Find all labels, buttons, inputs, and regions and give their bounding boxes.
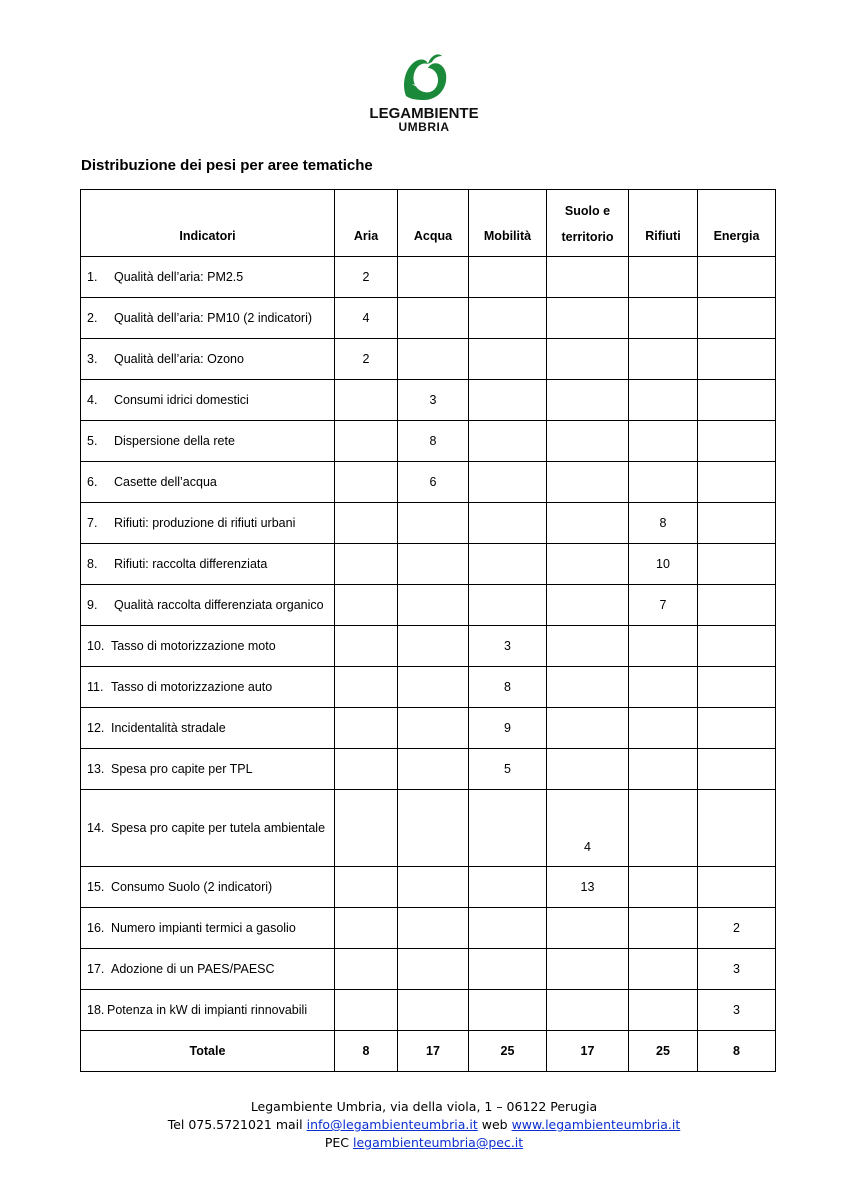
indicator-number: 10. [87, 639, 105, 653]
table-row [81, 503, 776, 544]
weight-rifiuti [629, 380, 698, 421]
header-indicatori: Indicatori [81, 190, 335, 257]
weight-suolo [547, 626, 629, 667]
indicator-number: 5. [87, 434, 98, 448]
indicator-number: 1. [87, 270, 98, 284]
weight-suolo [547, 908, 629, 949]
weight-suolo [547, 990, 629, 1031]
indicator-label [81, 380, 335, 421]
footer-mail-link[interactable]: info@legambienteumbria.it [306, 1117, 478, 1132]
indicator-text: Consumo Suolo (2 indicatori) [111, 880, 273, 894]
indicator-label [81, 749, 335, 790]
header-suolo [547, 190, 629, 257]
weight-aria [335, 380, 398, 421]
weight-mobilita [469, 462, 547, 503]
weight-mobilita [469, 339, 547, 380]
weight-suolo [547, 749, 629, 790]
indicator-number: 13. [87, 762, 105, 776]
table-row [81, 421, 776, 462]
indicator-label [81, 544, 335, 585]
weight-acqua [398, 626, 469, 667]
weight-energia [698, 585, 776, 626]
weight-suolo [547, 339, 629, 380]
weight-suolo [547, 421, 629, 462]
indicator-text: Tasso di motorizzazione moto [111, 639, 276, 653]
weight-energia [698, 749, 776, 790]
weight-acqua: 3 [398, 380, 469, 421]
table-row [81, 867, 776, 908]
indicator-number: 14. [87, 821, 105, 835]
indicator-text: Tasso di motorizzazione auto [111, 680, 273, 694]
weight-acqua [398, 503, 469, 544]
weight-rifiuti [629, 421, 698, 462]
weight-suolo: 13 [547, 867, 629, 908]
weight-suolo [547, 462, 629, 503]
indicator-label [81, 421, 335, 462]
indicator-number: 18. [87, 1003, 105, 1017]
header-aria: Aria [335, 190, 398, 257]
weight-suolo [547, 257, 629, 298]
weight-energia [698, 544, 776, 585]
weight-acqua [398, 990, 469, 1031]
indicator-number: 4. [87, 393, 98, 407]
weight-aria [335, 544, 398, 585]
weight-mobilita: 8 [469, 667, 547, 708]
weight-suolo: 4 [547, 790, 629, 867]
total-suolo: 17 [547, 1031, 629, 1072]
table-row [81, 298, 776, 339]
weight-energia [698, 867, 776, 908]
weight-rifiuti: 10 [629, 544, 698, 585]
weight-mobilita [469, 257, 547, 298]
weight-rifiuti [629, 667, 698, 708]
weight-suolo [547, 585, 629, 626]
weight-aria [335, 503, 398, 544]
weight-energia [698, 380, 776, 421]
weight-rifiuti [629, 908, 698, 949]
indicator-number: 12. [87, 721, 105, 735]
header-rifiuti: Rifiuti [629, 190, 698, 257]
total-rifiuti: 25 [629, 1031, 698, 1072]
weight-rifiuti: 7 [629, 585, 698, 626]
footer-pec-prefix: PEC [324, 1135, 349, 1150]
indicator-label [81, 257, 335, 298]
weight-acqua [398, 544, 469, 585]
weight-energia [698, 339, 776, 380]
indicator-number: 6. [87, 475, 98, 489]
weight-mobilita: 9 [469, 708, 547, 749]
footer-address: Legambiente Umbria, via della viola, 1 – 06122 Perugia [250, 1099, 598, 1114]
logo-region: UMBRIA [398, 120, 450, 134]
weight-rifiuti [629, 949, 698, 990]
weight-acqua [398, 790, 469, 867]
weight-mobilita [469, 908, 547, 949]
header-mobilita: Mobilità [469, 190, 547, 257]
indicator-text: Adozione di un PAES/PAESC [111, 962, 275, 976]
table-row [81, 749, 776, 790]
indicator-label [81, 626, 335, 667]
indicator-number: 7. [87, 516, 98, 530]
footer-contacts [0, 1116, 848, 1134]
weight-rifiuti [629, 790, 698, 867]
total-mobilita: 25 [469, 1031, 547, 1072]
weight-suolo [547, 667, 629, 708]
weight-acqua [398, 667, 469, 708]
weight-mobilita [469, 503, 547, 544]
indicator-label [81, 867, 335, 908]
weight-mobilita: 5 [469, 749, 547, 790]
weight-aria [335, 626, 398, 667]
footer-pec-link[interactable]: legambienteumbria@pec.it [352, 1135, 524, 1150]
indicator-label [81, 462, 335, 503]
weight-acqua [398, 949, 469, 990]
indicator-label [81, 708, 335, 749]
indicator-text: Incidentalità stradale [111, 721, 226, 735]
weight-energia: 2 [698, 908, 776, 949]
weight-energia [698, 708, 776, 749]
indicator-text: Qualità dell’aria: Ozono [114, 352, 244, 366]
table-row [81, 339, 776, 380]
weight-mobilita [469, 380, 547, 421]
indicator-label [81, 949, 335, 990]
indicator-text: Spesa pro capite per TPL [111, 762, 253, 776]
weight-mobilita [469, 949, 547, 990]
total-aria: 8 [335, 1031, 398, 1072]
weight-aria [335, 949, 398, 990]
indicator-label [81, 667, 335, 708]
indicator-number: 11. [87, 680, 104, 694]
weight-aria [335, 990, 398, 1031]
table-row [81, 544, 776, 585]
weight-suolo [547, 503, 629, 544]
weight-aria [335, 708, 398, 749]
indicator-text: Rifiuti: raccolta differenziata [114, 557, 268, 571]
indicator-text: Qualità raccolta differenziata organico [114, 598, 324, 612]
indicator-label [81, 503, 335, 544]
footer [0, 1098, 848, 1152]
indicator-label [81, 298, 335, 339]
header-suolo-line1: Suolo e [564, 204, 611, 218]
weight-suolo [547, 380, 629, 421]
weight-energia [698, 257, 776, 298]
table-row [81, 380, 776, 421]
header-suolo-line2: territorio [561, 230, 614, 244]
table-row [81, 626, 776, 667]
indicator-text: Numero impianti termici a gasolio [111, 921, 296, 935]
table-row [81, 908, 776, 949]
table-row [81, 708, 776, 749]
weight-suolo [547, 708, 629, 749]
indicator-number: 2. [87, 311, 98, 325]
weight-suolo [547, 949, 629, 990]
weight-mobilita [469, 298, 547, 339]
table-row [81, 990, 776, 1031]
weight-aria [335, 421, 398, 462]
total-acqua: 17 [398, 1031, 469, 1072]
footer-tel: Tel 075.5721021 mail [167, 1117, 303, 1132]
footer-pec [0, 1134, 848, 1152]
table-row [81, 667, 776, 708]
table-row [81, 585, 776, 626]
weight-acqua [398, 298, 469, 339]
weight-aria [335, 462, 398, 503]
weight-aria: 4 [335, 298, 398, 339]
weight-rifiuti [629, 257, 698, 298]
weight-acqua [398, 908, 469, 949]
indicator-number: 16. [87, 921, 105, 935]
weight-acqua [398, 585, 469, 626]
weight-aria: 2 [335, 257, 398, 298]
weight-rifiuti [629, 626, 698, 667]
indicator-text: Consumi idrici domestici [114, 393, 249, 407]
indicator-label [81, 990, 335, 1031]
weight-acqua [398, 749, 469, 790]
indicator-label [81, 790, 335, 867]
footer-web-link[interactable]: www.legambienteumbria.it [511, 1117, 681, 1132]
weight-energia: 3 [698, 949, 776, 990]
weight-acqua [398, 867, 469, 908]
weight-energia [698, 626, 776, 667]
weight-rifiuti [629, 708, 698, 749]
indicator-number: 8. [87, 557, 98, 571]
total-energia: 8 [698, 1031, 776, 1072]
weight-mobilita: 3 [469, 626, 547, 667]
weight-acqua [398, 708, 469, 749]
indicator-number: 15. [87, 880, 105, 894]
weight-mobilita [469, 585, 547, 626]
weight-energia [698, 421, 776, 462]
weight-acqua: 8 [398, 421, 469, 462]
weight-aria [335, 585, 398, 626]
weight-aria [335, 867, 398, 908]
weight-aria: 2 [335, 339, 398, 380]
indicator-text: Potenza in kW di impianti rinnovabili [107, 1003, 308, 1017]
table-header-row [81, 190, 776, 257]
weight-rifiuti [629, 462, 698, 503]
indicator-text: Dispersione della rete [114, 434, 235, 448]
weight-aria [335, 667, 398, 708]
table-row [81, 949, 776, 990]
weight-mobilita [469, 544, 547, 585]
weight-aria [335, 749, 398, 790]
weight-acqua [398, 339, 469, 380]
header-acqua: Acqua [398, 190, 469, 257]
weight-energia [698, 667, 776, 708]
total-row [81, 1031, 776, 1072]
header-energia: Energia [698, 190, 776, 257]
total-label: Totale [81, 1031, 335, 1072]
weight-mobilita [469, 421, 547, 462]
table-row [81, 462, 776, 503]
weight-energia [698, 298, 776, 339]
weight-energia [698, 503, 776, 544]
indicator-number: 17. [87, 962, 105, 976]
swan-logo-icon [398, 50, 450, 104]
weight-rifiuti: 8 [629, 503, 698, 544]
weight-aria [335, 790, 398, 867]
indicator-label [81, 339, 335, 380]
weight-energia [698, 790, 776, 867]
logo-name: LEGAMBIENTE [369, 105, 479, 122]
weight-mobilita [469, 790, 547, 867]
weights-table [80, 189, 776, 1072]
indicator-label [81, 585, 335, 626]
footer-web-prefix: web [481, 1117, 508, 1132]
weight-suolo [547, 298, 629, 339]
weight-energia [698, 462, 776, 503]
weight-rifiuti [629, 339, 698, 380]
weight-acqua [398, 257, 469, 298]
table-row [81, 790, 776, 867]
weight-rifiuti [629, 749, 698, 790]
legambiente-logo [362, 50, 486, 134]
indicator-text: Casette dell’acqua [114, 475, 217, 489]
weight-rifiuti [629, 867, 698, 908]
indicator-text: Qualità dell’aria: PM10 (2 indicatori) [114, 311, 313, 325]
weight-mobilita [469, 867, 547, 908]
weight-energia: 3 [698, 990, 776, 1031]
weight-suolo [547, 544, 629, 585]
indicator-text: Qualità dell’aria: PM2.5 [114, 270, 244, 284]
indicator-text: Spesa pro capite per tutela ambientale [111, 821, 326, 835]
weight-rifiuti [629, 298, 698, 339]
indicator-number: 9. [87, 598, 98, 612]
weight-rifiuti [629, 990, 698, 1031]
indicator-label [81, 908, 335, 949]
table-row [81, 257, 776, 298]
weight-mobilita [469, 990, 547, 1031]
indicator-number: 3. [87, 352, 98, 366]
page-title: Distribuzione dei pesi per aree tematiche [81, 157, 373, 174]
weight-aria [335, 908, 398, 949]
indicator-text: Rifiuti: produzione di rifiuti urbani [114, 516, 296, 530]
weight-acqua: 6 [398, 462, 469, 503]
